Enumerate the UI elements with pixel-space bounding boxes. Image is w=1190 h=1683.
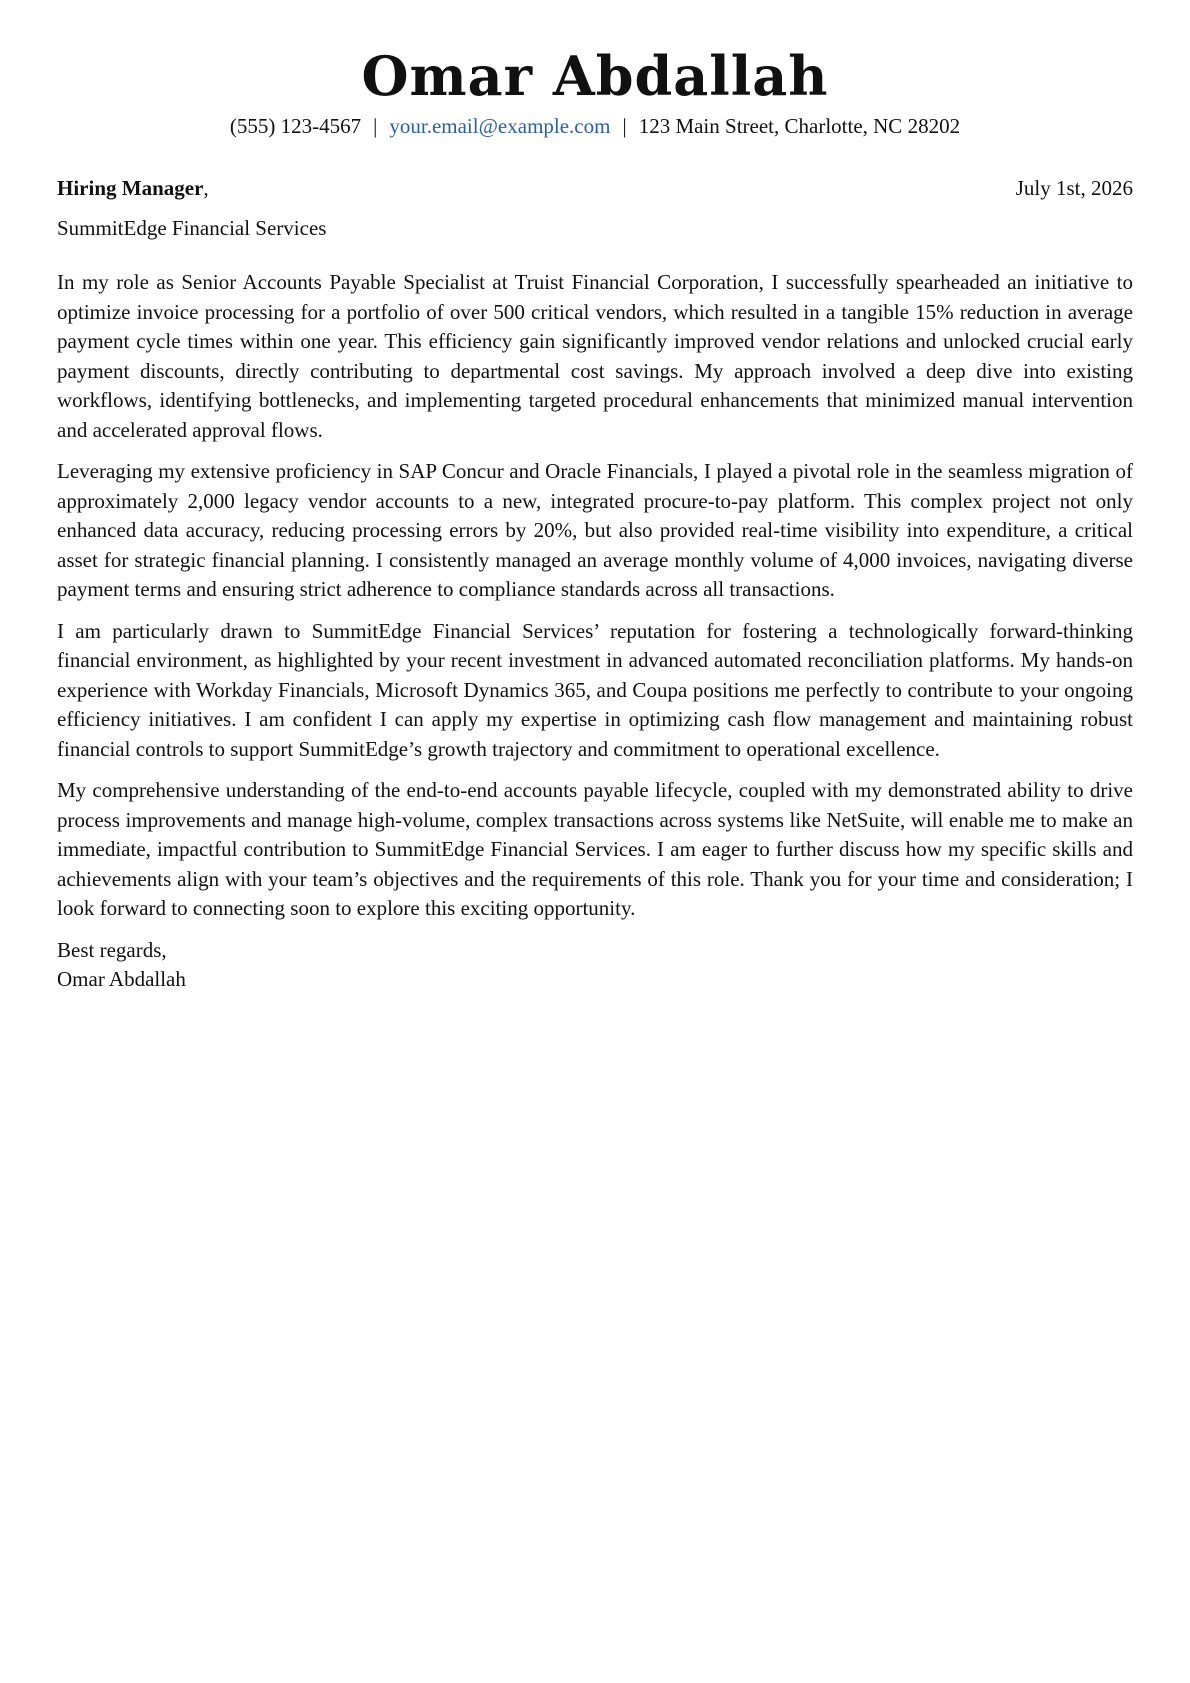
letter-date: July 1st, 2026 — [1015, 176, 1133, 200]
letter-body — [57, 268, 1133, 924]
closing-salutation: Best regards, — [57, 937, 167, 962]
body-paragraph: I am particularly drawn to SummitEdge Financial Services’ reputation for fostering a technologically forward-thinking financial environment, as highlighted by your recent investment in advanced automated reconciliation platforms. My hands-on experience with Workday Financials, Microsoft Dynamics 365, and Coupa positions me perfectly to contribute to your ongoing efficiency initiatives. I am confident I can apply my expertise in optimizing cash flow management and maintaining robust financial controls to support SummitEdge’s growth trajectory and commitment to operational excellence. — [57, 618, 1133, 761]
contact-separator: | — [373, 114, 378, 138]
recipient-date-row — [57, 174, 1133, 202]
recipient-name-suffix: , — [203, 176, 209, 200]
street-address: 123 Main Street, Charlotte, NC 28202 — [638, 114, 961, 138]
phone-number: (555) 123-4567 — [229, 114, 362, 138]
closing-signature: Omar Abdallah — [57, 967, 186, 991]
recipient-greeting — [57, 174, 209, 202]
body-paragraph: Leveraging my extensive proficiency in SAP Concur and Oracle Financials, I played a pivotal role in the seamless migration of approximately 2,000 legacy vendor accounts to a new, integrated procure-to-pay platform. This complex project not only enhanced data accuracy, reducing processing errors by 20%, but also provided real-time visibility into expenditure, a critical asset for strategic financial planning. I consistently managed an average monthly volume of 4,000 invoices, navigating diverse payment terms and ensuring strict adherence to compliance standards across all transactions. — [57, 459, 1133, 601]
contact-separator: | — [622, 114, 627, 138]
email-link[interactable]: your.email@example.com — [389, 114, 611, 138]
contact-line — [57, 112, 1133, 140]
applicant-name: Omar Abdallah — [361, 44, 829, 108]
recipient-name: Hiring Manager — [57, 176, 204, 200]
recipient-company: SummitEdge Financial Services — [57, 216, 327, 240]
body-paragraph: My comprehensive understanding of the end-to-end accounts payable lifecycle, coupled with my demonstrated ability to drive process improvements and manage high-volume, complex transactions across systems like NetSuite, will enable me to make an immediate, impactful contribution to SummitEdge Financial Services. I am eager to further discuss how my specific skills and achievements align with your team’s objectives and the requirements of this role. Thank you for your time and consideration; I look forward to connecting soon to explore this exciting opportunity. — [57, 778, 1133, 920]
letter-closing — [57, 936, 1133, 995]
body-paragraph: In my role as Senior Accounts Payable Specialist at Truist Financial Corporation, I successfully spearheaded an initiative to optimize invoice processing for a portfolio of over 500 critical vendors, which resulted in a tangible 15% reduction in average payment cycle times within one year. This efficiency gain significantly improved vendor relations and unlocked crucial early payment discounts, directly contributing to departmental cost savings. My approach involved a deep dive into existing workflows, identifying bottlenecks, and implementing targeted procedural enhancements that minimized manual intervention and accelerated approval flows. — [57, 270, 1133, 442]
